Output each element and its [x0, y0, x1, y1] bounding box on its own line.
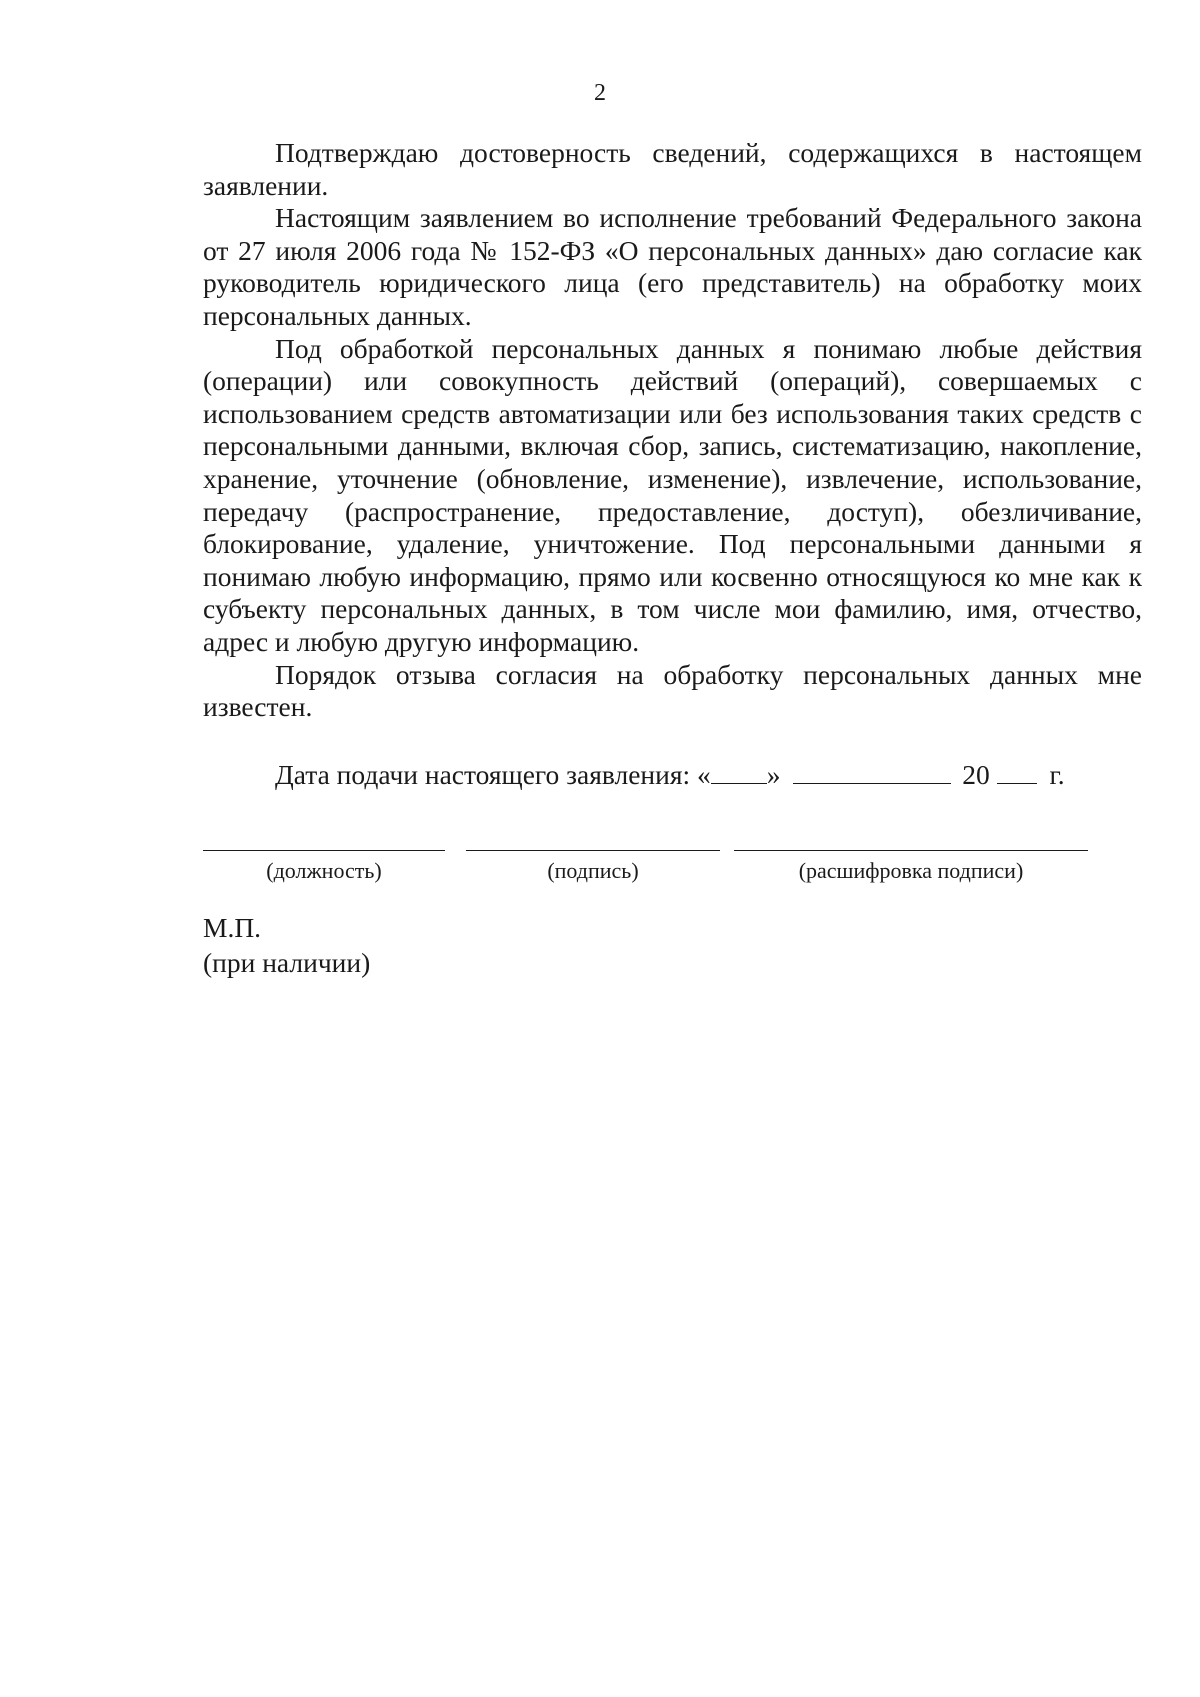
signature-line[interactable]: [466, 850, 720, 851]
submission-date-line: [275, 759, 1155, 791]
signature-caption: (подпись): [547, 858, 639, 883]
month-blank[interactable]: [793, 759, 951, 784]
document-body: [203, 137, 1142, 724]
date-label: Дата подачи настоящего заявления: «: [275, 759, 711, 790]
paragraph-processing-definition: Под обработкой персональных данных я понимаю любые действия (операции) или совокупность действий (операций), совершаемых с использованием средств автоматизации или без использования таких средств с персональными данными, включая сбор, запись, систематизацию, накопление, хранение, уточнение (обновление, изменение), извлечение, использование, передачу (распространение, предоставление, доступ), обезличивание, блокирование, удаление, уничтожение. Под персональными данными я понимаю любую информацию, прямо или косвенно относящуюся ко мне как к субъекту персональных данных, в том числе мои фамилию, имя, отчество, адрес и любую другую информацию.: [203, 332, 1142, 657]
position-caption: (должность): [266, 858, 382, 883]
year-prefix: 20: [962, 759, 990, 790]
paragraph-consent: Настоящим заявлением во исполнение требований Федерального закона от 27 июля 2006 года № 152-ФЗ «О персональных данных» даю согласие как руководитель юридического лица (его представитель) на обработку моих персональных данных.: [203, 202, 1142, 331]
paragraph-confirmation: Подтверждаю достоверность сведений, содержащихся в настоящем заявлении.: [203, 137, 1142, 201]
year-suffix: г.: [1049, 759, 1065, 790]
paragraph-withdrawal: Порядок отзыва согласия на обработку персональных данных мне известен.: [203, 658, 1142, 723]
signature-decoding-caption: (расшифровка подписи): [798, 858, 1024, 883]
position-line[interactable]: [203, 850, 445, 851]
day-blank[interactable]: [711, 759, 767, 784]
close-quote: »: [766, 759, 781, 790]
signature-decoding-line[interactable]: [734, 850, 1088, 851]
stamp-note: (при наличии): [203, 947, 371, 978]
year-blank[interactable]: [997, 759, 1037, 784]
stamp-block: [203, 910, 370, 980]
page-number: 2: [594, 80, 606, 106]
stamp-label: М.П.: [203, 912, 262, 943]
